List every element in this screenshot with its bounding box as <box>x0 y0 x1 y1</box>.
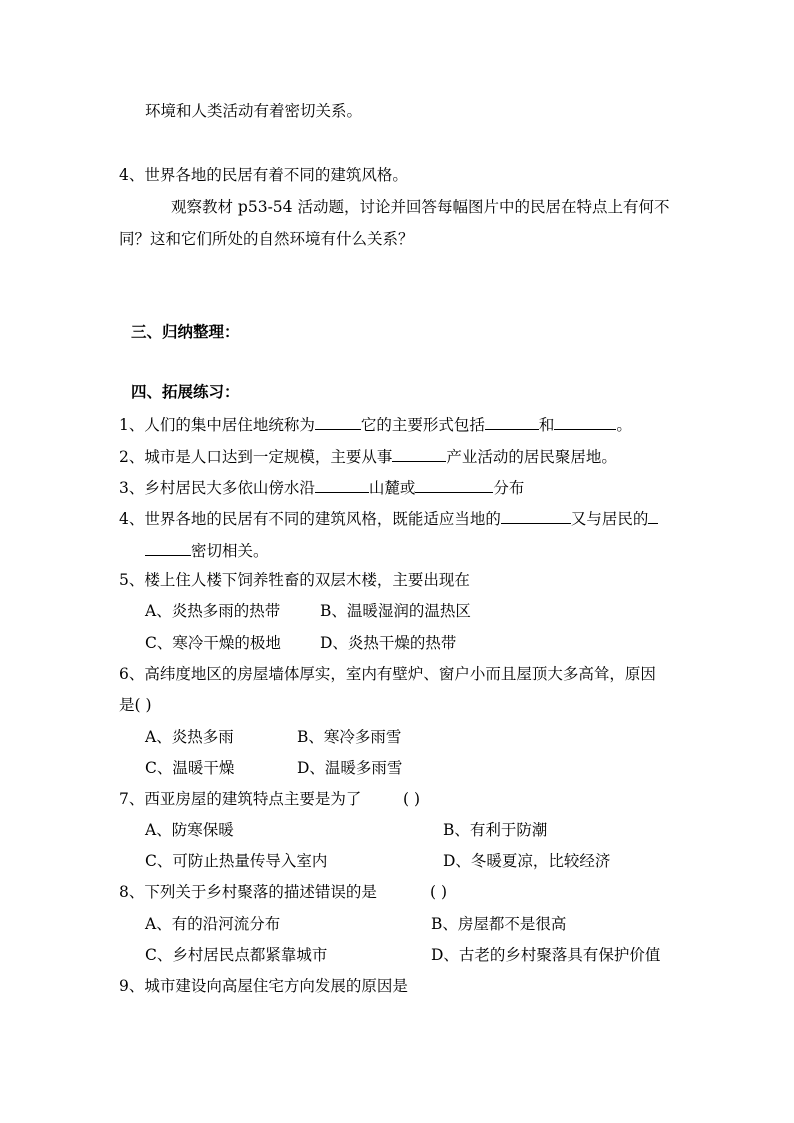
question-6-stem-2: 是( ) <box>119 696 152 714</box>
q7-answer-paren[interactable]: ( ) <box>403 790 421 808</box>
question-4-line-2 <box>145 540 269 561</box>
q3-text-c: 分布 <box>493 479 525 497</box>
q6-option-b[interactable]: B、寒冷多雨雪 <box>297 728 402 746</box>
question-7-stem: 7、西亚房屋的建筑特点主要是为了 <box>119 790 362 808</box>
q8-option-b[interactable]: B、房屋都不是很高 <box>431 915 567 933</box>
q1-text-a: 1、人们的集中居住地统称为 <box>119 416 315 434</box>
q1-blank-1[interactable] <box>315 414 361 430</box>
item-4-line-2: 同？这和它们所处的自然环境有什么关系？ <box>119 230 414 248</box>
q4-text-c: 密切相关。 <box>191 542 269 560</box>
question-2 <box>119 446 617 467</box>
q3-text-b: 山麓或 <box>368 479 416 497</box>
item-4-heading: 4、世界各地的民居有着不同的建筑风格。 <box>119 166 408 184</box>
question-8-stem: 8、下列关于乡村聚落的描述错误的是 <box>119 883 377 901</box>
q6-option-c[interactable]: C、温暖干燥 <box>145 759 235 777</box>
q4-blank-2a[interactable] <box>648 508 658 524</box>
q7-option-b[interactable]: B、有利于防潮 <box>443 821 548 839</box>
q1-blank-2[interactable] <box>485 414 539 430</box>
q1-blank-3[interactable] <box>554 414 616 430</box>
question-9-stem: 9、城市建设向高屋住宅方向发展的原因是 <box>119 977 408 995</box>
section-4-heading: 四、拓展练习： <box>131 382 240 401</box>
q8-option-a[interactable]: A、有的沿河流分布 <box>145 915 281 933</box>
q7-option-c[interactable]: C、可防止热量传导入室内 <box>145 852 328 870</box>
q6-option-a[interactable]: A、炎热多雨 <box>145 728 234 746</box>
section-3-heading: 三、归纳整理： <box>131 322 240 341</box>
q5-option-c[interactable]: C、寒冷干燥的极地 <box>145 634 281 652</box>
q8-option-d[interactable]: D、古老的乡村聚落具有保护价值 <box>431 946 661 964</box>
q5-option-a[interactable]: A、炎热多雨的热带 <box>145 602 281 620</box>
intro-tail: 环境和人类活动有着密切关系。 <box>145 102 363 120</box>
q2-text-b: 产业活动的居民聚居地。 <box>446 448 617 466</box>
q8-answer-paren[interactable]: ( ) <box>430 883 448 901</box>
question-5-stem: 5、楼上住人楼下饲养牲畜的双层木楼，主要出现在 <box>119 571 470 589</box>
q4-text-a: 4、世界各地的民居有不同的建筑风格，既能适应当地的 <box>119 510 501 528</box>
item-4-line-1: 观察教材 p53-54 活动题，讨论并回答每幅图片中的民居在特点上有何不 <box>171 198 670 216</box>
q5-option-b[interactable]: B、温暖湿润的温热区 <box>320 602 471 620</box>
question-1 <box>119 414 632 435</box>
question-4-line-1 <box>119 508 658 529</box>
q8-option-c[interactable]: C、乡村居民点都紧靠城市 <box>145 946 328 964</box>
q4-blank-1[interactable] <box>501 508 571 524</box>
q7-option-a[interactable]: A、防寒保暖 <box>145 821 234 839</box>
q2-text-a: 2、城市是人口达到一定规模，主要从事 <box>119 448 393 466</box>
q5-option-d[interactable]: D、炎热干燥的热带 <box>320 634 457 652</box>
question-3 <box>119 477 524 498</box>
q3-blank-2[interactable] <box>415 477 493 493</box>
q3-blank-1[interactable] <box>315 477 369 493</box>
q2-blank-1[interactable] <box>392 446 446 462</box>
q1-text-d: 。 <box>616 416 632 434</box>
q4-text-b: 又与居民的 <box>570 510 649 528</box>
q6-option-d[interactable]: D、温暖多雨雪 <box>297 759 403 777</box>
q1-text-c: 和 <box>538 416 555 434</box>
q3-text-a: 3、乡村居民大多依山傍水沿 <box>119 479 315 497</box>
q4-blank-2b[interactable] <box>145 540 191 556</box>
q7-option-d[interactable]: D、冬暖夏凉，比较经济 <box>443 852 611 870</box>
q1-text-b: 它的主要形式包括 <box>360 416 485 434</box>
question-6-stem-1: 6、高纬度地区的房屋墙体厚实，室内有壁炉、窗户小而且屋顶大多高耸，原因 <box>119 665 656 683</box>
